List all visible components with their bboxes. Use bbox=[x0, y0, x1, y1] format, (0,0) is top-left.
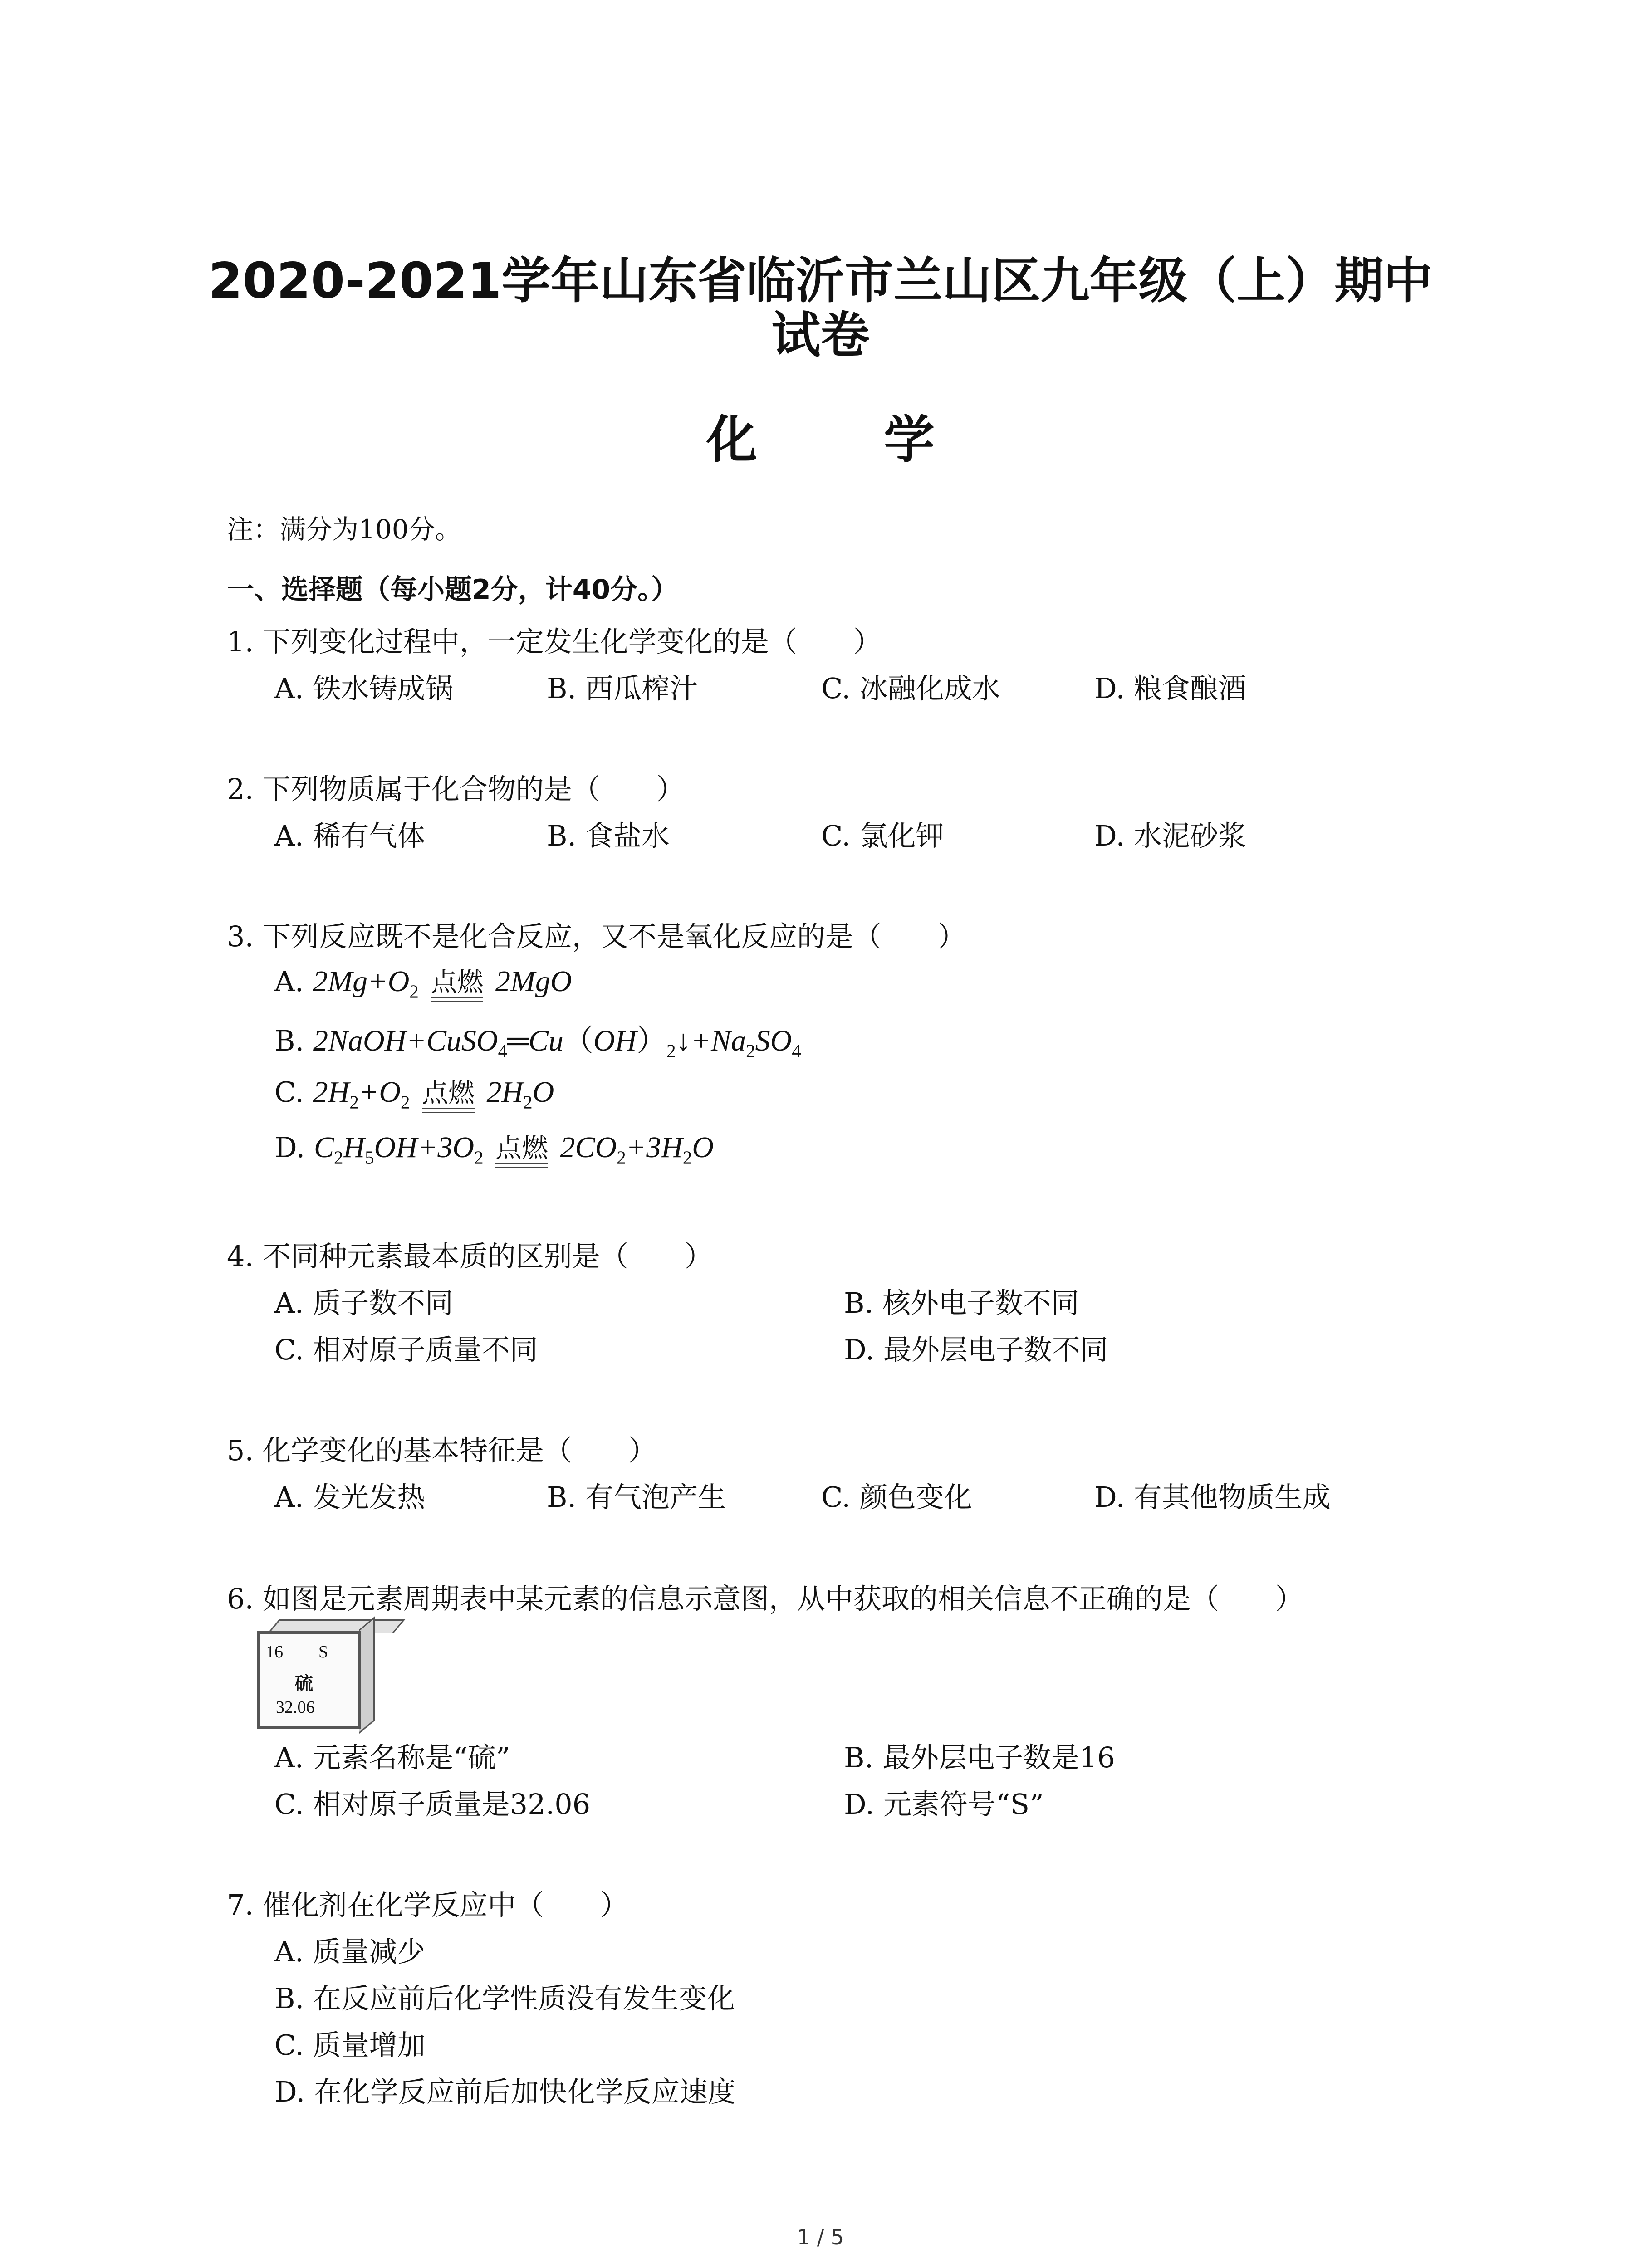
question-1-option-d: D. 粮食酿酒 bbox=[1094, 672, 1246, 705]
option-letter: A. bbox=[274, 965, 304, 998]
question-4-option-a: A. 质子数不同 bbox=[274, 1286, 454, 1320]
question-2-option-b: B. 食盐水 bbox=[547, 819, 670, 852]
condition-label: 点燃 bbox=[491, 1127, 553, 1165]
question-3-option-a bbox=[274, 961, 572, 1002]
question-7-option-a: A. 质量减少 bbox=[274, 1935, 426, 1968]
condition-label: 点燃 bbox=[426, 961, 488, 999]
question-1-option-b: B. 西瓜榨汁 bbox=[547, 672, 698, 705]
tile-atomic-mass: 32.06 bbox=[276, 1698, 315, 1717]
question-1-option-a: A. 铁水铸成锅 bbox=[274, 672, 454, 705]
subject-title: 化 学 bbox=[706, 411, 989, 469]
equation-d: $C_2H_5OH+3O_2$ 点燃 $2CO_2+3H_2O$ bbox=[314, 1131, 714, 1164]
question-5-option-d: D. 有其他物质生成 bbox=[1094, 1481, 1331, 1514]
score-note: 注：满分为100分。 bbox=[227, 514, 461, 545]
question-6-option-d: D. 元素符号“S” bbox=[844, 1788, 1044, 1821]
question-6-option-b: B. 最外层电子数是16 bbox=[844, 1741, 1115, 1774]
question-3-stem: 3. 下列反应既不是化合反应，又不是氧化反应的是（ ） bbox=[227, 920, 966, 953]
question-2-stem: 2. 下列物质属于化合物的是（ ） bbox=[227, 772, 685, 806]
tile-side-face bbox=[359, 1616, 375, 1734]
exam-title-line1: 2020-2021学年山东省临沂市兰山区九年级（上）期中 bbox=[208, 253, 1433, 309]
question-5-option-b: B. 有气泡产生 bbox=[547, 1481, 726, 1514]
element-tile-figure bbox=[257, 1619, 393, 1733]
question-3-option-d bbox=[274, 1127, 714, 1168]
question-4-stem: 4. 不同种元素最本质的区别是（ ） bbox=[227, 1240, 713, 1273]
question-6-option-c: C. 相对原子质量是32.06 bbox=[274, 1788, 591, 1821]
exam-title-line2: 试卷 bbox=[771, 307, 870, 364]
tile-atomic-number: 16 bbox=[266, 1642, 283, 1662]
question-5-option-c: C. 颜色变化 bbox=[821, 1481, 972, 1514]
tile-front-face bbox=[257, 1631, 361, 1729]
question-2-option-a: A. 稀有气体 bbox=[274, 819, 426, 852]
equation-a: $2Mg+O_2$ 点燃 2MgO bbox=[313, 965, 572, 998]
question-7-stem: 7. 催化剂在化学反应中（ ） bbox=[227, 1888, 628, 1921]
question-4-option-c: C. 相对原子质量不同 bbox=[274, 1333, 538, 1366]
equation-b: $2NaOH+CuSO_4═Cu(OH)_2↓+Na_2SO_4$ bbox=[313, 1024, 801, 1061]
question-3-option-c bbox=[274, 1071, 554, 1113]
question-3-option-b bbox=[274, 1016, 801, 1061]
option-letter: B. bbox=[274, 1024, 304, 1057]
condition-label: 点燃 bbox=[417, 1071, 479, 1110]
section-heading: 一、选择题（每小题2分，计40分。） bbox=[227, 574, 679, 606]
question-6-option-a: A. 元素名称是“硫” bbox=[274, 1741, 510, 1774]
question-2-option-c: C. 氯化钾 bbox=[821, 819, 944, 852]
question-2-option-d: D. 水泥砂浆 bbox=[1094, 819, 1246, 852]
question-5-stem: 5. 化学变化的基本特征是（ ） bbox=[227, 1434, 656, 1467]
tile-symbol: S bbox=[318, 1642, 328, 1662]
question-1-option-c: C. 冰融化成水 bbox=[821, 672, 1000, 705]
equation-c: $2H_2+O_2$ 点燃 $2H_2O$ bbox=[313, 1075, 554, 1109]
question-4-option-d: D. 最外层电子数不同 bbox=[844, 1333, 1108, 1366]
question-7-option-d: D. 在化学反应前后加快化学反应速度 bbox=[274, 2075, 736, 2108]
question-7-option-c: C. 质量增加 bbox=[274, 2028, 426, 2062]
question-5-option-a: A. 发光发热 bbox=[274, 1481, 426, 1514]
question-4-option-b: B. 核外电子数不同 bbox=[844, 1286, 1079, 1320]
page-number: 1 / 5 bbox=[797, 2225, 844, 2249]
question-7-option-b: B. 在反应前后化学性质没有发生变化 bbox=[274, 1982, 735, 2015]
question-1-stem: 1. 下列变化过程中，一定发生化学变化的是（ ） bbox=[227, 625, 882, 658]
tile-element-name: 硫 bbox=[295, 1673, 313, 1694]
option-letter: C. bbox=[274, 1075, 304, 1109]
option-letter: D. bbox=[274, 1131, 305, 1164]
question-6-stem: 6. 如图是元素周期表中某元素的信息示意图，从中获取的相关信息不正确的是（ ） bbox=[227, 1582, 1303, 1615]
